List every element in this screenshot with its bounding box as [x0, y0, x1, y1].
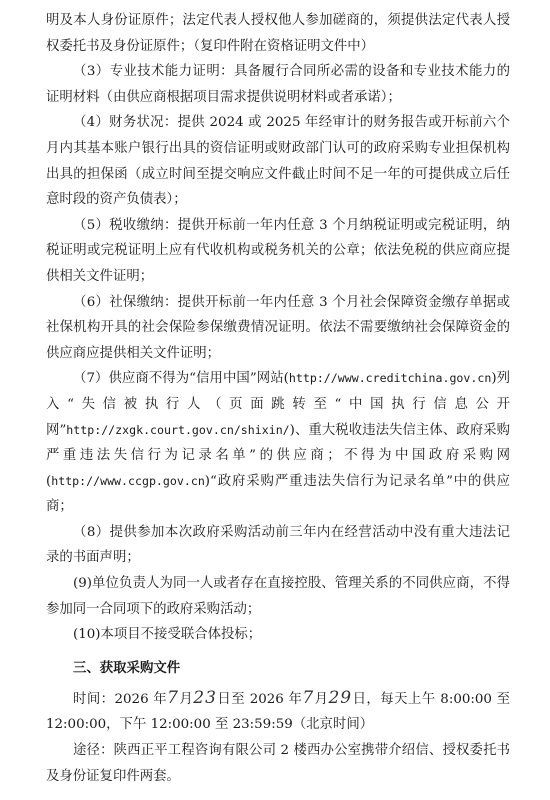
handwritten-start-day: 23: [193, 687, 217, 708]
item-3-technical-capability: （3）专业技术能力证明：具备履行合同所必需的设备和专业技术能力的证明材料（由供应商根据项目需求提供说明材料或者承诺）；: [46, 64, 510, 105]
handwritten-end-day: 29: [328, 687, 353, 708]
time-month-label-1: 月: [178, 691, 194, 707]
item-7-text-d: )“政府采购严重违法失信行为记录名单”中的供应商；: [46, 473, 510, 515]
item-7-text-c: )、重大税收违法失信主体、政府采购严重违法失信行为记录名单”的供应商；不得为中国政府采购网(: [46, 422, 510, 489]
item-4-financial-status: （4）财务状况：提供 2024 或 2025 年经审计的财务报告或开标前六个月内其基本账户银行出具的资信证明或财政部门认可的政府采购专业担保机构出具的担保函（成立时间至提交响应文件截止时间不足一年的可提供成立后任意时段的资产负债表）；: [46, 115, 510, 208]
time-rest: 日，每天上午 8:00:00 至 12:00:00，下午 12:00:00 至 23:59:59（北京时间）: [46, 691, 511, 733]
ccgp-url: http://www.ccgp.gov.cn: [51, 473, 205, 488]
paragraph-continued-line2: 委托书及身份证原件；（复印件附在资格证明文件中）: [59, 38, 375, 54]
handwritten-end-month: 7: [302, 687, 315, 708]
item-7-text-b: )列入“失信被执行人（页面跳转至“中国执行信息公开网”: [46, 371, 511, 438]
time-month-label-2: 月: [314, 691, 329, 707]
creditchina-url: http://www.creditchina.gov.cn: [288, 371, 492, 386]
item-5-tax-payment: （5）税收缴纳：提供开标前一年内任意 3 个月纳税证明或完税证明，纳税证明或完税证明上应有代收机构或税务机关的公章；依法免税的供应商应提供相关文件证明；: [46, 217, 510, 284]
zxgk-url: http://zxgk.court.gov.cn/shixin/: [66, 422, 290, 437]
handwritten-start-month: 7: [167, 687, 179, 708]
item-8-no-violation-statement: （8）提供参加本次政府采购活动前三年内在经营活动中没有重大违法记录的书面声明；: [46, 524, 510, 566]
time-mid-text: 日至 2026 年: [216, 691, 303, 707]
section-3-title: 三、获取采购文件: [73, 659, 181, 676]
item-10-no-consortium: (10)本项目不接受联合体投标；: [73, 627, 262, 643]
paragraph-continued: [46, 0, 510, 59]
item-7-credit-record: [46, 366, 510, 520]
item-6-social-security: （6）社保缴纳：提供开标前一年内任意 3 个月社会保障资金缴存单据或社保机构开具的社会保险参保缴费情况证明。依法不需要缴纳社会保障资金的供应商应提供相关文件证明；: [46, 294, 510, 361]
acquisition-route: 途径：陕西正平工程咨询有限公司 2 楼西办公室携带介绍信、授权委托书及身份证复印件两套。: [46, 743, 510, 784]
item-9-related-suppliers: (9)单位负责人为同一人或者存在直接控股、管理关系的不同供应商，不得参加同一合同项下的政府采购活动；: [46, 576, 510, 617]
paragraph-continued-line1: 明及本人身份证原件；法定代表人授权他人参加磋商的，须提供法定代表人授权: [46, 13, 510, 54]
item-7-text-a: （7）供应商不得为“信用中国”网站(: [73, 371, 289, 387]
time-prefix: 时间：2026 年: [73, 691, 168, 707]
acquisition-time: [46, 686, 510, 738]
